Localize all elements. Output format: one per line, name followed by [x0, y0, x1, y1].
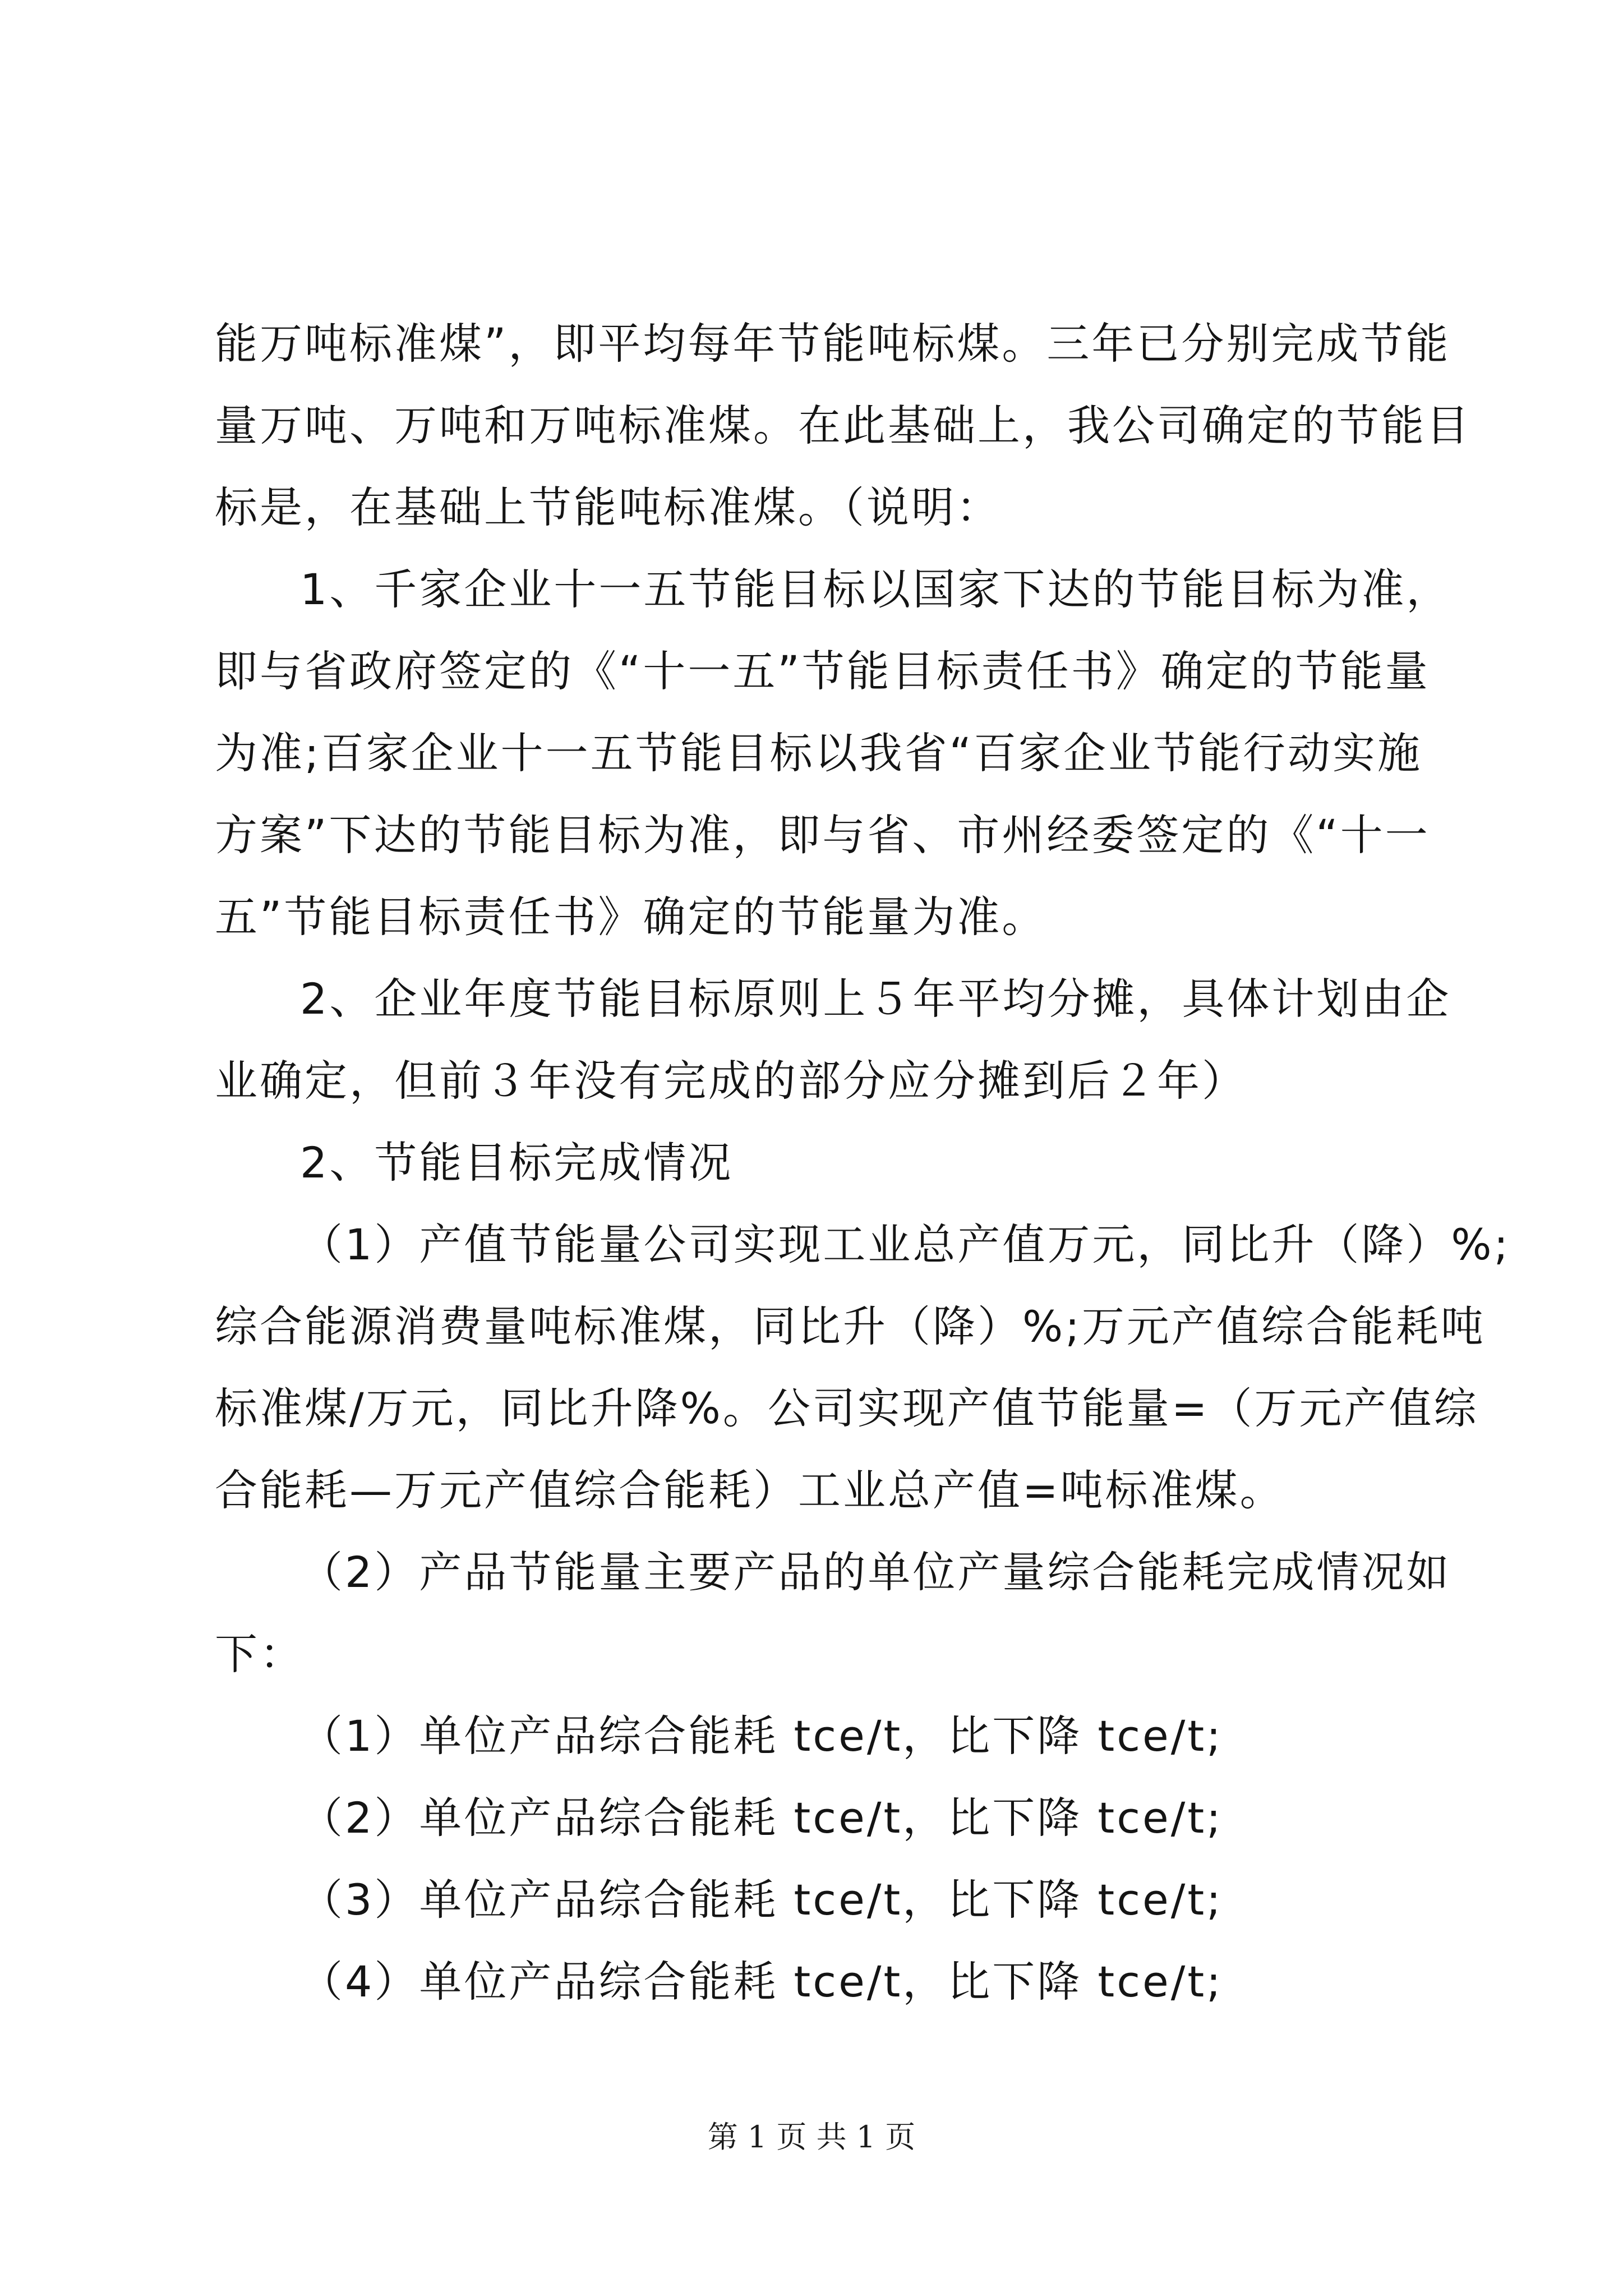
- paragraph-note-2: [215, 958, 1449, 1122]
- text-line: 标准煤/万元，同比升降%。公司实现产值节能量=（万元产值综: [215, 1383, 1479, 1433]
- text-line: 综合能源消费量吨标准煤，同比升（降）%;万元产值综合能耗吨: [215, 1301, 1486, 1351]
- page-footer: 第 1 页 共 1 页: [707, 2119, 916, 2155]
- paragraph-note-1: [215, 549, 1449, 958]
- text-line: （4）单位产品综合能耗 tce/t，比下降 tce/t;: [300, 1957, 1223, 2007]
- list-item: [215, 1695, 1449, 1777]
- text-line: （2）产品节能量主要产品的单位产量综合能耗完成情况如: [300, 1547, 1451, 1597]
- text-line: 2、企业年度节能目标原则上５年平均分摊，具体计划由企: [300, 974, 1451, 1024]
- section-heading: [215, 1122, 1449, 1204]
- text-line: 为准;百家企业十一五节能目标以我省“百家企业节能行动实施: [215, 728, 1422, 778]
- paragraph-intro: [215, 303, 1471, 549]
- text-line: （3）单位产品综合能耗 tce/t，比下降 tce/t;: [300, 1875, 1223, 1925]
- document-body: [215, 303, 1511, 2023]
- text-line: 下：: [215, 1629, 305, 1679]
- paragraph-output-value: [215, 1204, 1511, 1531]
- list-item: [215, 1941, 1449, 2023]
- text-line: 量万吨、万吨和万吨标准煤。在此基础上，我公司确定的节能目: [215, 401, 1471, 450]
- list-item: [215, 1859, 1449, 1941]
- text-line: 2、节能目标完成情况: [300, 1138, 734, 1188]
- text-line: （2）单位产品综合能耗 tce/t，比下降 tce/t;: [300, 1793, 1223, 1843]
- text-line: 业确定，但前３年没有完成的部分应分摊到后２年）: [215, 1056, 1247, 1106]
- text-line: （1）单位产品综合能耗 tce/t，比下降 tce/t;: [300, 1711, 1223, 1761]
- text-line: 即与省政府签定的《“十一五”节能目标责任书》确定的节能量: [215, 646, 1430, 696]
- text-line: 1、千家企业十一五节能目标以国家下达的节能目标为准，: [300, 564, 1451, 614]
- text-line: 合能耗—万元产值综合能耗）工业总产值=吨标准煤。: [215, 1465, 1285, 1515]
- paragraph-product-saving: [215, 1531, 1449, 1695]
- text-line: 标是，在基础上节能吨标准煤。（说明：: [215, 482, 1001, 532]
- text-line: （1）产值节能量公司实现工业总产值万元，同比升（降）%;: [300, 1220, 1511, 1269]
- list-item: [215, 1777, 1449, 1859]
- text-line: 方案”下达的节能目标为准，即与省、市州经委签定的《“十一: [215, 810, 1430, 860]
- text-line: 能万吨标准煤”，即平均每年节能吨标煤。三年已分别完成节能: [215, 319, 1451, 369]
- text-line: 五”节能目标责任书》确定的节能量为准。: [215, 892, 1047, 942]
